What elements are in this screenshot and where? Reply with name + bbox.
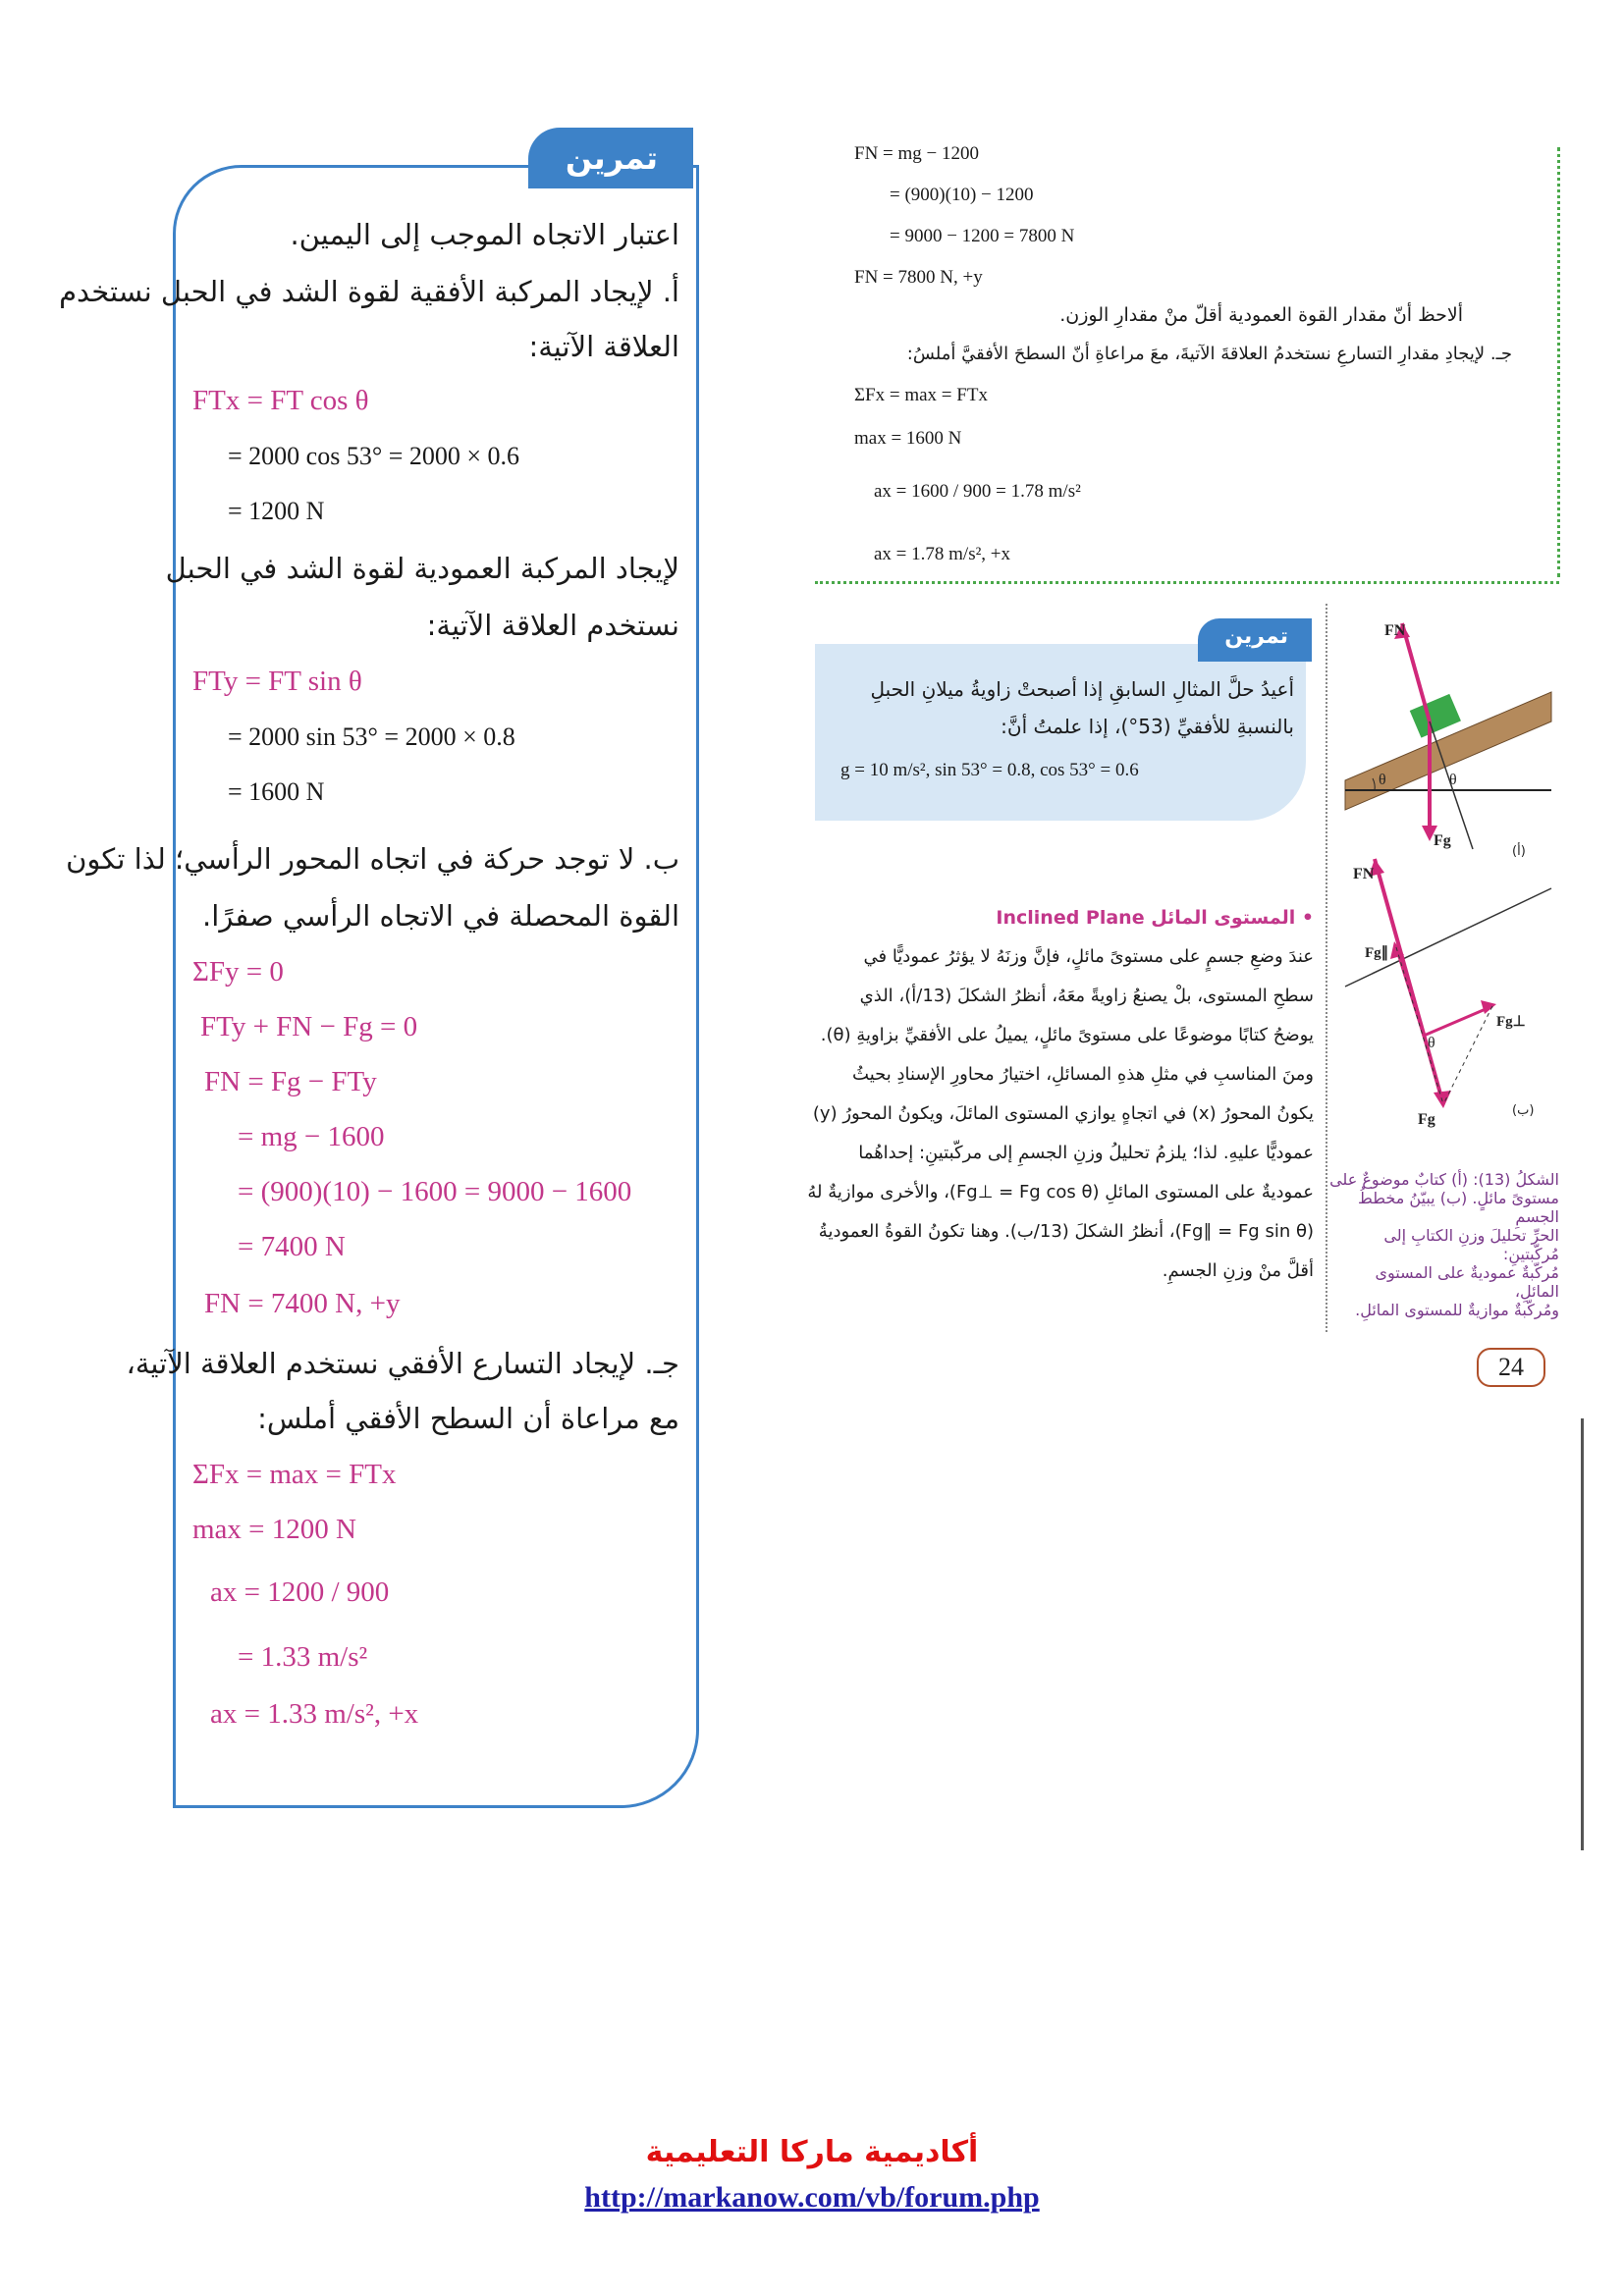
solution-equation-line: ΣFy = 0 <box>192 956 284 988</box>
fg-label-a: Fg <box>1434 832 1451 849</box>
solution-text-line: أ. لإيجاد المركبة الأفقية لقوة الشد في الحبل نستخدم <box>59 275 679 308</box>
part-c-text: جـ. لإيجادِ مقدارِ التسارعِ نستخدمُ العلاقةَ الآتيةَ، معَ مراعاةِ أنّ السطحَ الأفقيَّ أملسُ: <box>906 344 1512 364</box>
fgy-label-b: Fg⊥ <box>1496 1014 1526 1030</box>
solution-equation-line: FN = Fg − FTy <box>204 1066 377 1097</box>
section-line: عموديةٌ على المستوى المائلِ (Fg⊥ = Fg cos θ)، والأخرى موازيةٌ لهُ <box>807 1182 1314 1202</box>
solution-equation-line: = 1.33 m/s² <box>238 1641 368 1673</box>
caption-line: الحرِّ تحليلَ وزنِ الكتابِ إلى مُركّبتينِ: <box>1383 1226 1559 1263</box>
eq-line: ax = 1.78 m/s², +x <box>874 544 1011 564</box>
solution-equation-line: FTy + FN − Fg = 0 <box>200 1011 418 1042</box>
solution-equation-line: FN = 7400 N, +y <box>204 1288 401 1319</box>
margin-bar <box>1581 1418 1584 1850</box>
caption-line: مستوىً مائلٍ. (ب) يبيّنُ مخططُ الجسمِ <box>1358 1189 1559 1226</box>
solution-equation-line: = 7400 N <box>238 1231 346 1262</box>
exercise-line: بالنسبةِ للأفقيِّ (53°)، إذا علمتُ أنَّ: <box>1001 715 1294 738</box>
inclined-plane-figure <box>1335 604 1561 1134</box>
section-line: (Fg∥ = Fg sin θ)، أنظرُ الشكلَ (13/ب). وهنا تكونُ القوةُ العموديةُ <box>818 1221 1314 1242</box>
fg-label-b: Fg <box>1418 1111 1435 1128</box>
solution-equation-line: FTy = FT sin θ <box>192 666 362 697</box>
eq-line: max = 1600 N <box>854 428 962 449</box>
eq-line: = 9000 − 1200 = 7800 N <box>890 226 1075 246</box>
solution-equation-line: = 2000 cos 53° = 2000 × 0.6 <box>228 442 520 470</box>
caption-line: الشكلُ (13): (أ) كتابٌ موضوعٌ على <box>1329 1170 1559 1189</box>
solution-equation-line: = 1200 N <box>228 497 325 525</box>
solution-text-line: ب. لا توجد حركة في اتجاه المحور الرأسي؛ لذا تكون <box>66 842 679 876</box>
figure-caption <box>1327 1170 1559 1319</box>
eq-line: = (900)(10) − 1200 <box>890 185 1034 205</box>
solution-equation-line: = mg − 1600 <box>238 1121 385 1152</box>
caption-line: مُركّبةٌ عموديةٌ على المستوى المائلِ، <box>1375 1263 1559 1301</box>
eq-line: ax = 1600 / 900 = 1.78 m/s² <box>874 481 1081 502</box>
solution-text-line: لإيجاد المركبة العمودية لقوة الشد في الحبل <box>165 552 679 585</box>
fn-label-b: FN <box>1353 866 1375 882</box>
footer-link[interactable]: http://markanow.com/vb/forum.php <box>584 2181 1040 2214</box>
theta-label-a2: θ <box>1449 772 1457 788</box>
solution-tab-label: تمرين <box>565 139 658 177</box>
solution-equation-line: ΣFx = max = FTx <box>192 1459 397 1490</box>
exercise-tab-label: تمرين <box>1224 624 1288 649</box>
solution-equation-line: ax = 1200 / 900 <box>210 1576 390 1608</box>
example-bottom-border <box>815 581 1559 584</box>
book-icon <box>1410 694 1461 738</box>
solution-tab <box>528 128 693 188</box>
figure-b <box>1345 859 1551 1128</box>
eq-line: FN = 7800 N, +y <box>854 267 983 288</box>
section-line: عموديًّا عليهِ. لذا؛ يلزمُ تحليلُ وزنِ الجسمِ إلى مركّبتينِ: إحداهُما <box>858 1143 1314 1163</box>
fgx-label-b: Fg∥ <box>1365 945 1389 961</box>
exercise-given: g = 10 m/s², sin 53° = 0.8, cos 53° = 0.6 <box>840 760 1139 780</box>
solution-equation-line: = 1600 N <box>228 777 325 806</box>
page-number: 24 <box>1477 1348 1545 1387</box>
caption-line: ومُركّبةٌ موازيةٌ للمستوى المائلِ. <box>1355 1301 1559 1319</box>
fn-label-a: FN <box>1384 622 1406 639</box>
eq-line: FN = mg − 1200 <box>854 143 979 164</box>
section-line: يكونُ المحورُ (x) في اتجاهٍ يوازي المستوى المائلَ، ويكونُ المحورُ (y) <box>812 1103 1314 1124</box>
exercise-line: أعيدُ حلَّ المثالِ السابقِ إذا أصبحتْ زاويةُ ميلانِ الحبلِ <box>870 677 1294 701</box>
fg-perpendicular-arrow <box>1424 1006 1492 1036</box>
solution-text-line: نستخدم العلاقة الآتية: <box>426 609 679 642</box>
figure-a-label: (أ) <box>1512 844 1526 859</box>
solution-text-line: القوة المحصلة في الاتجاه الرأسي صفرًا. <box>202 899 679 933</box>
solution-equation-line: = (900)(10) − 1600 = 9000 − 1600 <box>238 1176 632 1207</box>
solution-equation-line: max = 1200 N <box>192 1514 356 1545</box>
figure-a <box>1345 622 1551 859</box>
solution-text-line: مع مراعاة أن السطح الأفقي أملس: <box>257 1402 679 1435</box>
solution-text-line: العلاقة الآتية: <box>528 330 679 363</box>
solution-equation-line: ax = 1.33 m/s², +x <box>210 1698 419 1730</box>
solution-equation-line: = 2000 sin 53° = 2000 × 0.8 <box>228 722 515 751</box>
section-line: عندَ وضعِ جسمٍ على مستوىً مائلٍ، فإنَّ وزنَهُ لا يؤثرُ عموديًّا في <box>863 946 1314 967</box>
exercise-tab <box>1198 618 1312 662</box>
example-right-border <box>1557 147 1560 577</box>
note-text: ألاحظ أنّ مقدار القوة العمودية أقلّ منْ مقدارِ الوزن. <box>1059 304 1463 326</box>
theta-label-a: θ <box>1379 772 1386 788</box>
footer-title: أكاديمية ماركا التعليمية <box>645 2135 979 2169</box>
section-line: سطحِ المستوى، بلْ يصنعُ زاويةً معَهُ، أنظرُ الشكلَ (13/أ)، الذي <box>859 986 1314 1006</box>
section-line: يوضحُ كتابًا موضوعًا على مستوىً مائلٍ، يميلُ على الأفقيِّ بزاويةِ (θ). <box>820 1025 1314 1045</box>
solution-equation-line: FTx = FT cos θ <box>192 385 369 416</box>
theta-label-b: θ <box>1428 1035 1435 1051</box>
section-heading: • المستوى المائل Inclined Plane <box>996 907 1314 929</box>
fn-weight-line-b <box>1375 859 1443 1104</box>
solution-text-line: جـ. لإيجاد التسارع الأفقي نستخدم العلاقة الآتية، <box>126 1347 679 1380</box>
normal-force-arrow-a <box>1402 623 1430 721</box>
solution-text-line: اعتبار الاتجاه الموجب إلى اليمين. <box>290 218 679 251</box>
figure-b-label: (ب) <box>1512 1103 1535 1118</box>
fg-parallel-arrow <box>1396 947 1424 1036</box>
section-line: ومنَ المناسبِ في مثلِ هذهِ المسائلِ، اختيارُ محاورِ الإسنادِ بحيثُ <box>852 1064 1314 1085</box>
section-line: أقلَّ منْ وزنِ الجسمِ. <box>1162 1260 1314 1281</box>
eq-line: ΣFx = max = FTx <box>854 385 988 405</box>
